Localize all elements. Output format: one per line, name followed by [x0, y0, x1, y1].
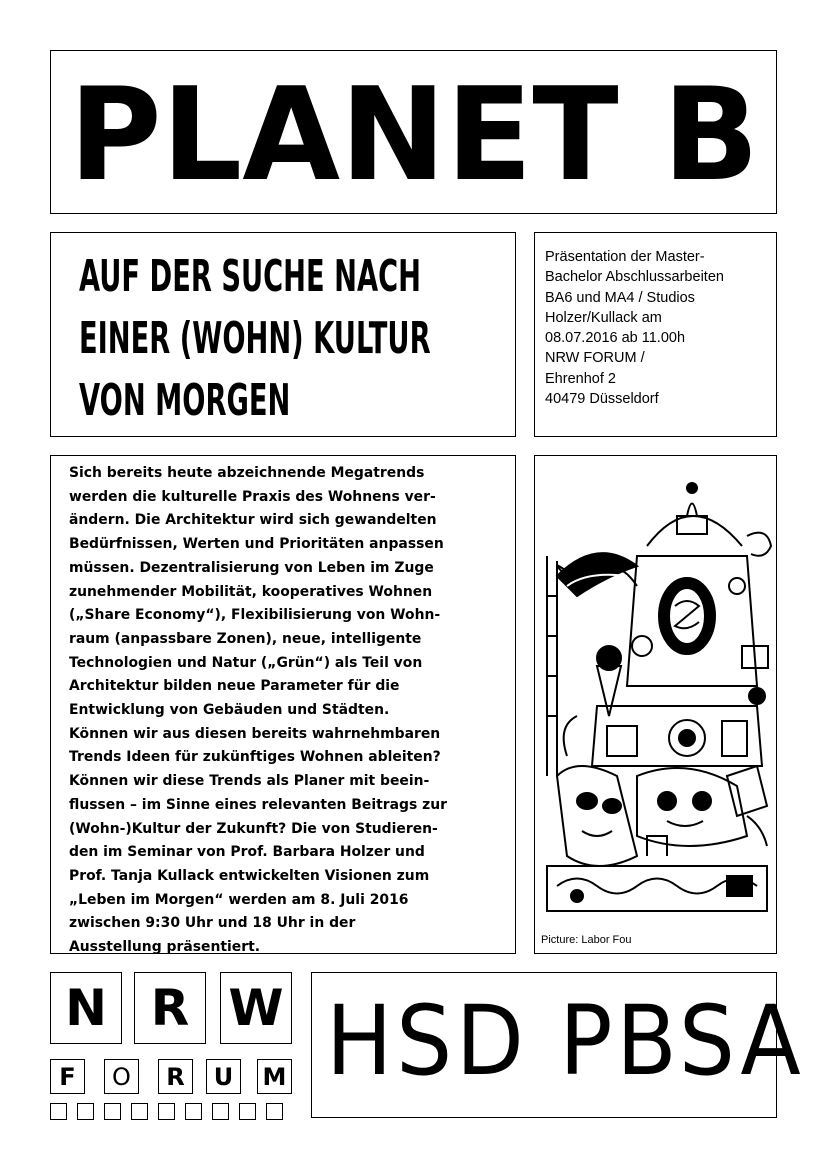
title-banner: [50, 50, 777, 214]
headline-box: [50, 232, 516, 437]
logo-letter-w: W: [220, 972, 292, 1044]
planet-b-title: [69, 59, 759, 209]
logo-square: [239, 1103, 256, 1120]
logo-square: [104, 1103, 121, 1120]
logo-square: [158, 1103, 175, 1120]
logo-letter-r2: R: [158, 1059, 193, 1094]
hsd-pbsa-logo-text: HSD PBSA: [326, 985, 805, 1097]
logo-square: [266, 1103, 283, 1120]
logo-letter-r: R: [134, 972, 206, 1044]
logo-letter-m: M: [257, 1059, 292, 1094]
title-text: PLANET B: [69, 61, 759, 209]
illustration-image: [537, 476, 773, 916]
picture-credit: Picture: Labor Fou: [541, 934, 632, 946]
hsd-pbsa-logo-box: [311, 972, 805, 1118]
picture-box: [534, 455, 777, 954]
logo-square: [185, 1103, 202, 1120]
headline-line-2: EINER (WOHN) KULTUR: [79, 313, 431, 364]
logo-letter-o: O: [104, 1059, 139, 1094]
logo-square: [212, 1103, 229, 1120]
logo-letter-u: U: [206, 1059, 241, 1094]
logo-letter-f: F: [50, 1059, 85, 1094]
headline-line-1: AUF DER SUCHE NACH: [79, 251, 421, 302]
logo-square: [50, 1103, 67, 1120]
event-info-box: [534, 232, 777, 437]
logo-square: [131, 1103, 148, 1120]
headline-line-3: VON MORGEN: [79, 375, 291, 426]
description-text: Sich bereits heute abzeichnende Megatrends werden die kulturelle Praxis des Wohnens ver- ändern. Die Architektur wird sich gewandelten Bedürfnissen, Werten und Prioritäten anpassen müssen. Dezentralisierung von Leben im Zuge zunehmender Mobilität, kooperatives Wohnen („Share Economy“), Flexibilisierung von Wohn- raum (anpassbare Zonen), neue, intelligente Technologien und Natur („Grün“) als Teil von Architektur bilden neue Parameter für die Entwicklung von Gebäuden und Städten. Können wir aus diesen bereits wahrnehmbaren Trends Ideen für zukünftiges Wohnen ableiten? Können wir diese Trends als Planer mit beein- flussen – im Sinne eines relevanten Beitrags zur (Wohn-)Kultur der Zukunft? Die von Studieren- den im Seminar von Prof. Barbara Holzer und Prof. Tanja Kullack entwickelten Visionen zum „Leben im Morgen“ werden am 8. Juli 2016 zwischen 9:30 Uhr und 18 Uhr in der Ausstellung präsentiert.: [69, 465, 447, 956]
logo-square: [77, 1103, 94, 1120]
logo-letter-n: N: [50, 972, 122, 1044]
event-info-text: Präsentation der Master- Bachelor Abschlussarbeiten BA6 und MA4 / Studios Holzer/Kullack am 08.07.2016 ab 11.00h NRW FORUM / Ehrenhof 2 40479 Düsseldorf: [545, 249, 724, 408]
description-box: [50, 455, 516, 954]
